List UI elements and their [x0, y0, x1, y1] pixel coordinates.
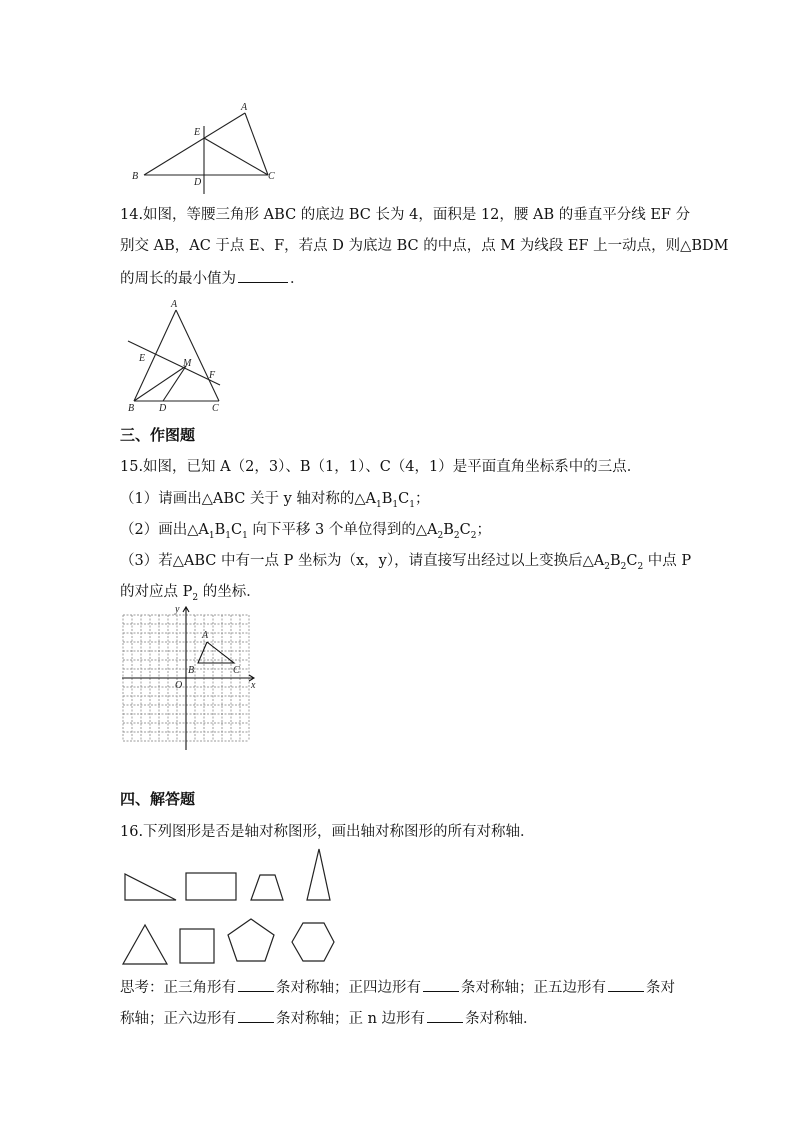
section-3-heading: 三、作图题: [120, 426, 196, 444]
coordinate-grid: [118, 602, 263, 752]
q15-part2-text: B: [214, 522, 226, 538]
subscript: 1: [208, 530, 215, 541]
q15-part1-text: ；: [414, 491, 430, 507]
axis-y-label: y: [175, 604, 180, 615]
q15-part3-text: 中点 P: [643, 553, 692, 569]
subscript: 1: [392, 499, 399, 510]
subscript: 2: [470, 530, 477, 541]
answer-blank[interactable]: [423, 990, 459, 992]
pentagon-shape: [228, 919, 274, 961]
q15-part3-text: B: [609, 553, 621, 569]
q15-part2-text: 向下平移 3 个单位得到的△A: [247, 522, 438, 538]
label-A: A: [202, 630, 209, 641]
label-B: B: [188, 665, 195, 676]
figure-q13: [120, 96, 290, 196]
q16-text: 条对称轴；正 n 边形有: [276, 1011, 426, 1027]
q15-part3-text: 的对应点 P: [120, 584, 193, 600]
label-A: A: [241, 102, 248, 113]
q16-text: 条对称轴；正五边形有: [461, 980, 606, 996]
q15-part2-text: B: [443, 522, 454, 538]
subscript: 2: [604, 561, 610, 572]
subscript: 1: [376, 499, 382, 510]
subscript: 2: [620, 561, 627, 572]
q15-part2-text: C: [230, 522, 243, 538]
label-D: D: [159, 403, 167, 414]
q15-part3-text: （3）若△ABC 中有一点 P 坐标为（x，y），请直接写出经过以上变换后△A: [120, 553, 605, 569]
label-E: E: [194, 127, 201, 138]
q15-part2-text: ；: [476, 522, 491, 538]
q15-part1-text: C: [398, 491, 410, 507]
q16-intro: 16.下列图形是否是轴对称图形，画出轴对称图形的所有对称轴．: [120, 824, 535, 840]
answer-blank[interactable]: [238, 990, 274, 992]
origin-label: O: [175, 680, 183, 691]
subscript: 1: [242, 530, 248, 541]
q14-line1: 14.如图，等腰三角形 ABC 的底边 BC 长为 4，面积是 12，腰 AB 的垂直平分线 EF 分: [120, 207, 691, 223]
label-B: B: [128, 403, 135, 414]
figure-q14: [120, 298, 230, 416]
label-C: C: [212, 403, 219, 414]
equilateral-triangle-shape: [123, 925, 167, 964]
label-M: M: [183, 358, 192, 369]
q15-part1: [120, 487, 429, 508]
q16-text: 思考：正三角形有: [120, 980, 236, 996]
q15-part3: [120, 549, 691, 570]
label-C: C: [268, 171, 275, 182]
subscript: 1: [409, 499, 415, 510]
square-shape: [180, 929, 214, 963]
subscript: 2: [192, 592, 199, 603]
q16-text: 称轴；正六边形有: [120, 1011, 236, 1027]
label-D: D: [194, 177, 202, 188]
q14-line3: [120, 267, 305, 288]
q14-line3-suffix: ．: [290, 271, 305, 287]
q14-line3-prefix: 的周长的最小值为: [120, 271, 236, 287]
q15-part1-text: B: [381, 491, 393, 507]
isosceles-triangle-shape: [307, 849, 330, 900]
right-triangle-shape: [125, 874, 176, 900]
q15-part3-text: C: [626, 553, 638, 569]
answer-blank[interactable]: [608, 990, 644, 992]
q15-part1-text: （1）请画出△ABC 关于 y 轴对称的△A: [120, 491, 377, 507]
section-4-heading: 四、解答题: [120, 790, 196, 808]
label-C: C: [233, 665, 240, 676]
label-E: E: [139, 353, 146, 364]
shapes-row-1: [120, 846, 340, 906]
q16-think-line2: [120, 1007, 538, 1028]
q15-part2-text: C: [459, 522, 471, 538]
answer-blank[interactable]: [238, 1021, 274, 1023]
rectangle-shape: [186, 873, 236, 900]
subscript: 2: [437, 530, 444, 541]
q15-intro: 15.如图，已知 A（2，3）、B（1，1）、C（4，1）是平面直角坐标系中的三点．: [120, 459, 642, 475]
subscript: 2: [453, 530, 460, 541]
q14-line2: 别交 AB，AC 于点 E、F，若点 D 为底边 BC 的中点，点 M 为线段 EF 上一动点，则△BDM: [120, 238, 729, 254]
axis-x-label: x: [251, 680, 256, 691]
hexagon-shape: [292, 923, 334, 961]
q15-part3-text: 的坐标．: [198, 584, 261, 600]
q16-text: 条对: [646, 980, 675, 996]
q15-part2: [120, 518, 491, 539]
q16-text: 条对称轴．: [465, 1011, 538, 1027]
subscript: 2: [637, 561, 644, 572]
trapezoid-shape: [251, 875, 283, 900]
shapes-row-2: [120, 914, 340, 970]
answer-blank[interactable]: [427, 1021, 463, 1023]
q16-think-line1: [120, 976, 675, 997]
label-F: F: [209, 370, 216, 381]
q15-part3-cont: [120, 580, 261, 601]
label-A: A: [171, 299, 178, 310]
q15-part2-text: （2）画出△A: [120, 522, 209, 538]
q16-text: 条对称轴；正四边形有: [276, 980, 421, 996]
answer-blank[interactable]: [238, 281, 288, 283]
subscript: 1: [225, 530, 231, 541]
label-B: B: [132, 171, 139, 182]
